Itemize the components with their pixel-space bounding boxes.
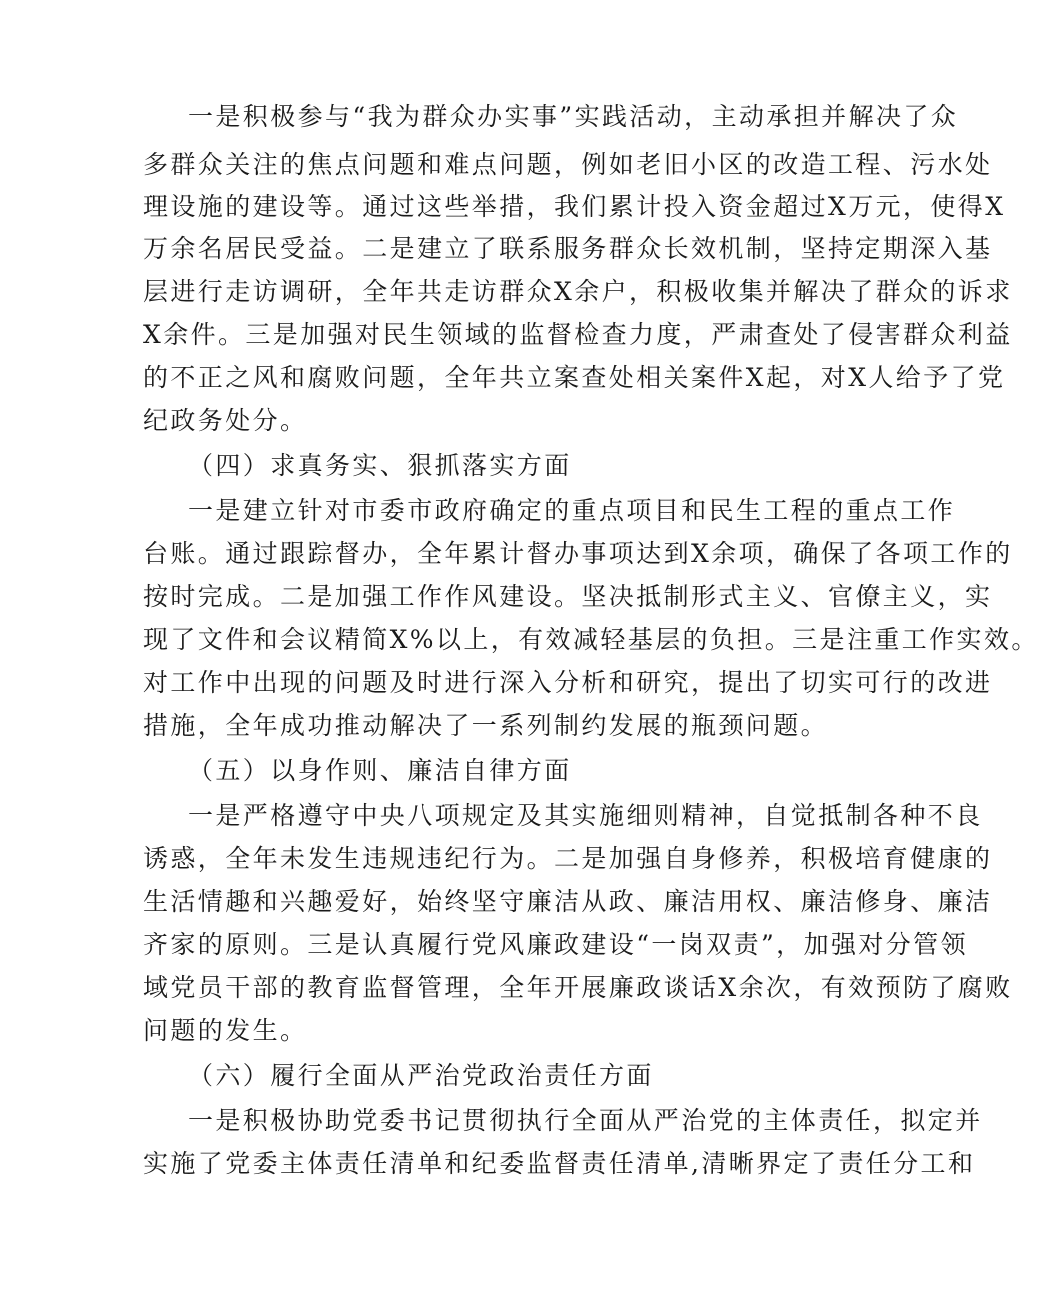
section-heading: （五）以身作则、廉洁自律方面	[188, 756, 572, 785]
text-line: 一是积极协助党委书记贯彻执行全面从严治党的主体责任，拟定并	[188, 1106, 983, 1135]
text-line: X余件。三是加强对民生领域的监督检查力度，严肃查处了侵害群众利益	[143, 320, 1013, 349]
text-line: 实施了党委主体责任清单和纪委监督责任清单,清晰界定了责任分工和	[143, 1149, 976, 1178]
text-line: 域党员干部的教育监督管理，全年开展廉政谈话X余次，有效预防了腐败	[143, 973, 1013, 1002]
text-line: 台账。通过跟踪督办，全年累计督办事项达到X余项，确保了各项工作的	[143, 539, 1013, 568]
text-line: 对工作中出现的问题及时进行深入分析和研究，提出了切实可行的改进	[143, 668, 993, 697]
text-line: 齐家的原则。三是认真履行党风廉政建设“一岗双责”，加强对分管领	[143, 930, 968, 959]
text-line: 一是建立针对市委市政府确定的重点项目和民生工程的重点工作	[188, 496, 956, 525]
text-line: 诱惑，全年未发生违规违纪行为。二是加强自身修养，积极培育健康的	[143, 844, 993, 873]
text-line: 万余名居民受益。二是建立了联系服务群众长效机制，坚持定期深入基	[143, 234, 993, 263]
text-line: 的不正之风和腐败问题，全年共立案查处相关案件X起，对X人给予了党	[143, 363, 1006, 392]
section-heading: （六）履行全面从严治党政治责任方面	[188, 1061, 654, 1090]
text-line: 理设施的建设等。通过这些举措，我们累计投入资金超过X万元，使得X	[143, 192, 1006, 221]
text-line: 措施，全年成功推动解决了一系列制约发展的瓶颈问题。	[143, 711, 829, 740]
text-line: 按时完成。二是加强工作作风建设。坚决抵制形式主义、官僚主义，实	[143, 582, 993, 611]
text-line: 一是严格遵守中央八项规定及其实施细则精神，自觉抵制各种不良	[188, 801, 983, 830]
section-heading: （四）求真务实、狠抓落实方面	[188, 451, 572, 480]
text-line: 层进行走访调研，全年共走访群众X余户，积极收集并解决了群众的诉求	[143, 277, 1013, 306]
text-line: 一是积极参与“我为群众办实事”实践活动，主动承担并解决了众	[188, 102, 959, 131]
text-line: 现了文件和会议精简X%以上，有效减轻基层的负担。三是注重工作实效。	[143, 625, 1039, 654]
text-line: 多群众关注的焦点问题和难点问题，例如老旧小区的改造工程、污水处	[143, 150, 993, 179]
text-line: 纪政务处分。	[143, 406, 308, 435]
text-line: 生活情趣和兴趣爱好，始终坚守廉洁从政、廉洁用权、廉洁修身、廉洁	[143, 887, 993, 916]
text-line: 问题的发生。	[143, 1016, 308, 1045]
